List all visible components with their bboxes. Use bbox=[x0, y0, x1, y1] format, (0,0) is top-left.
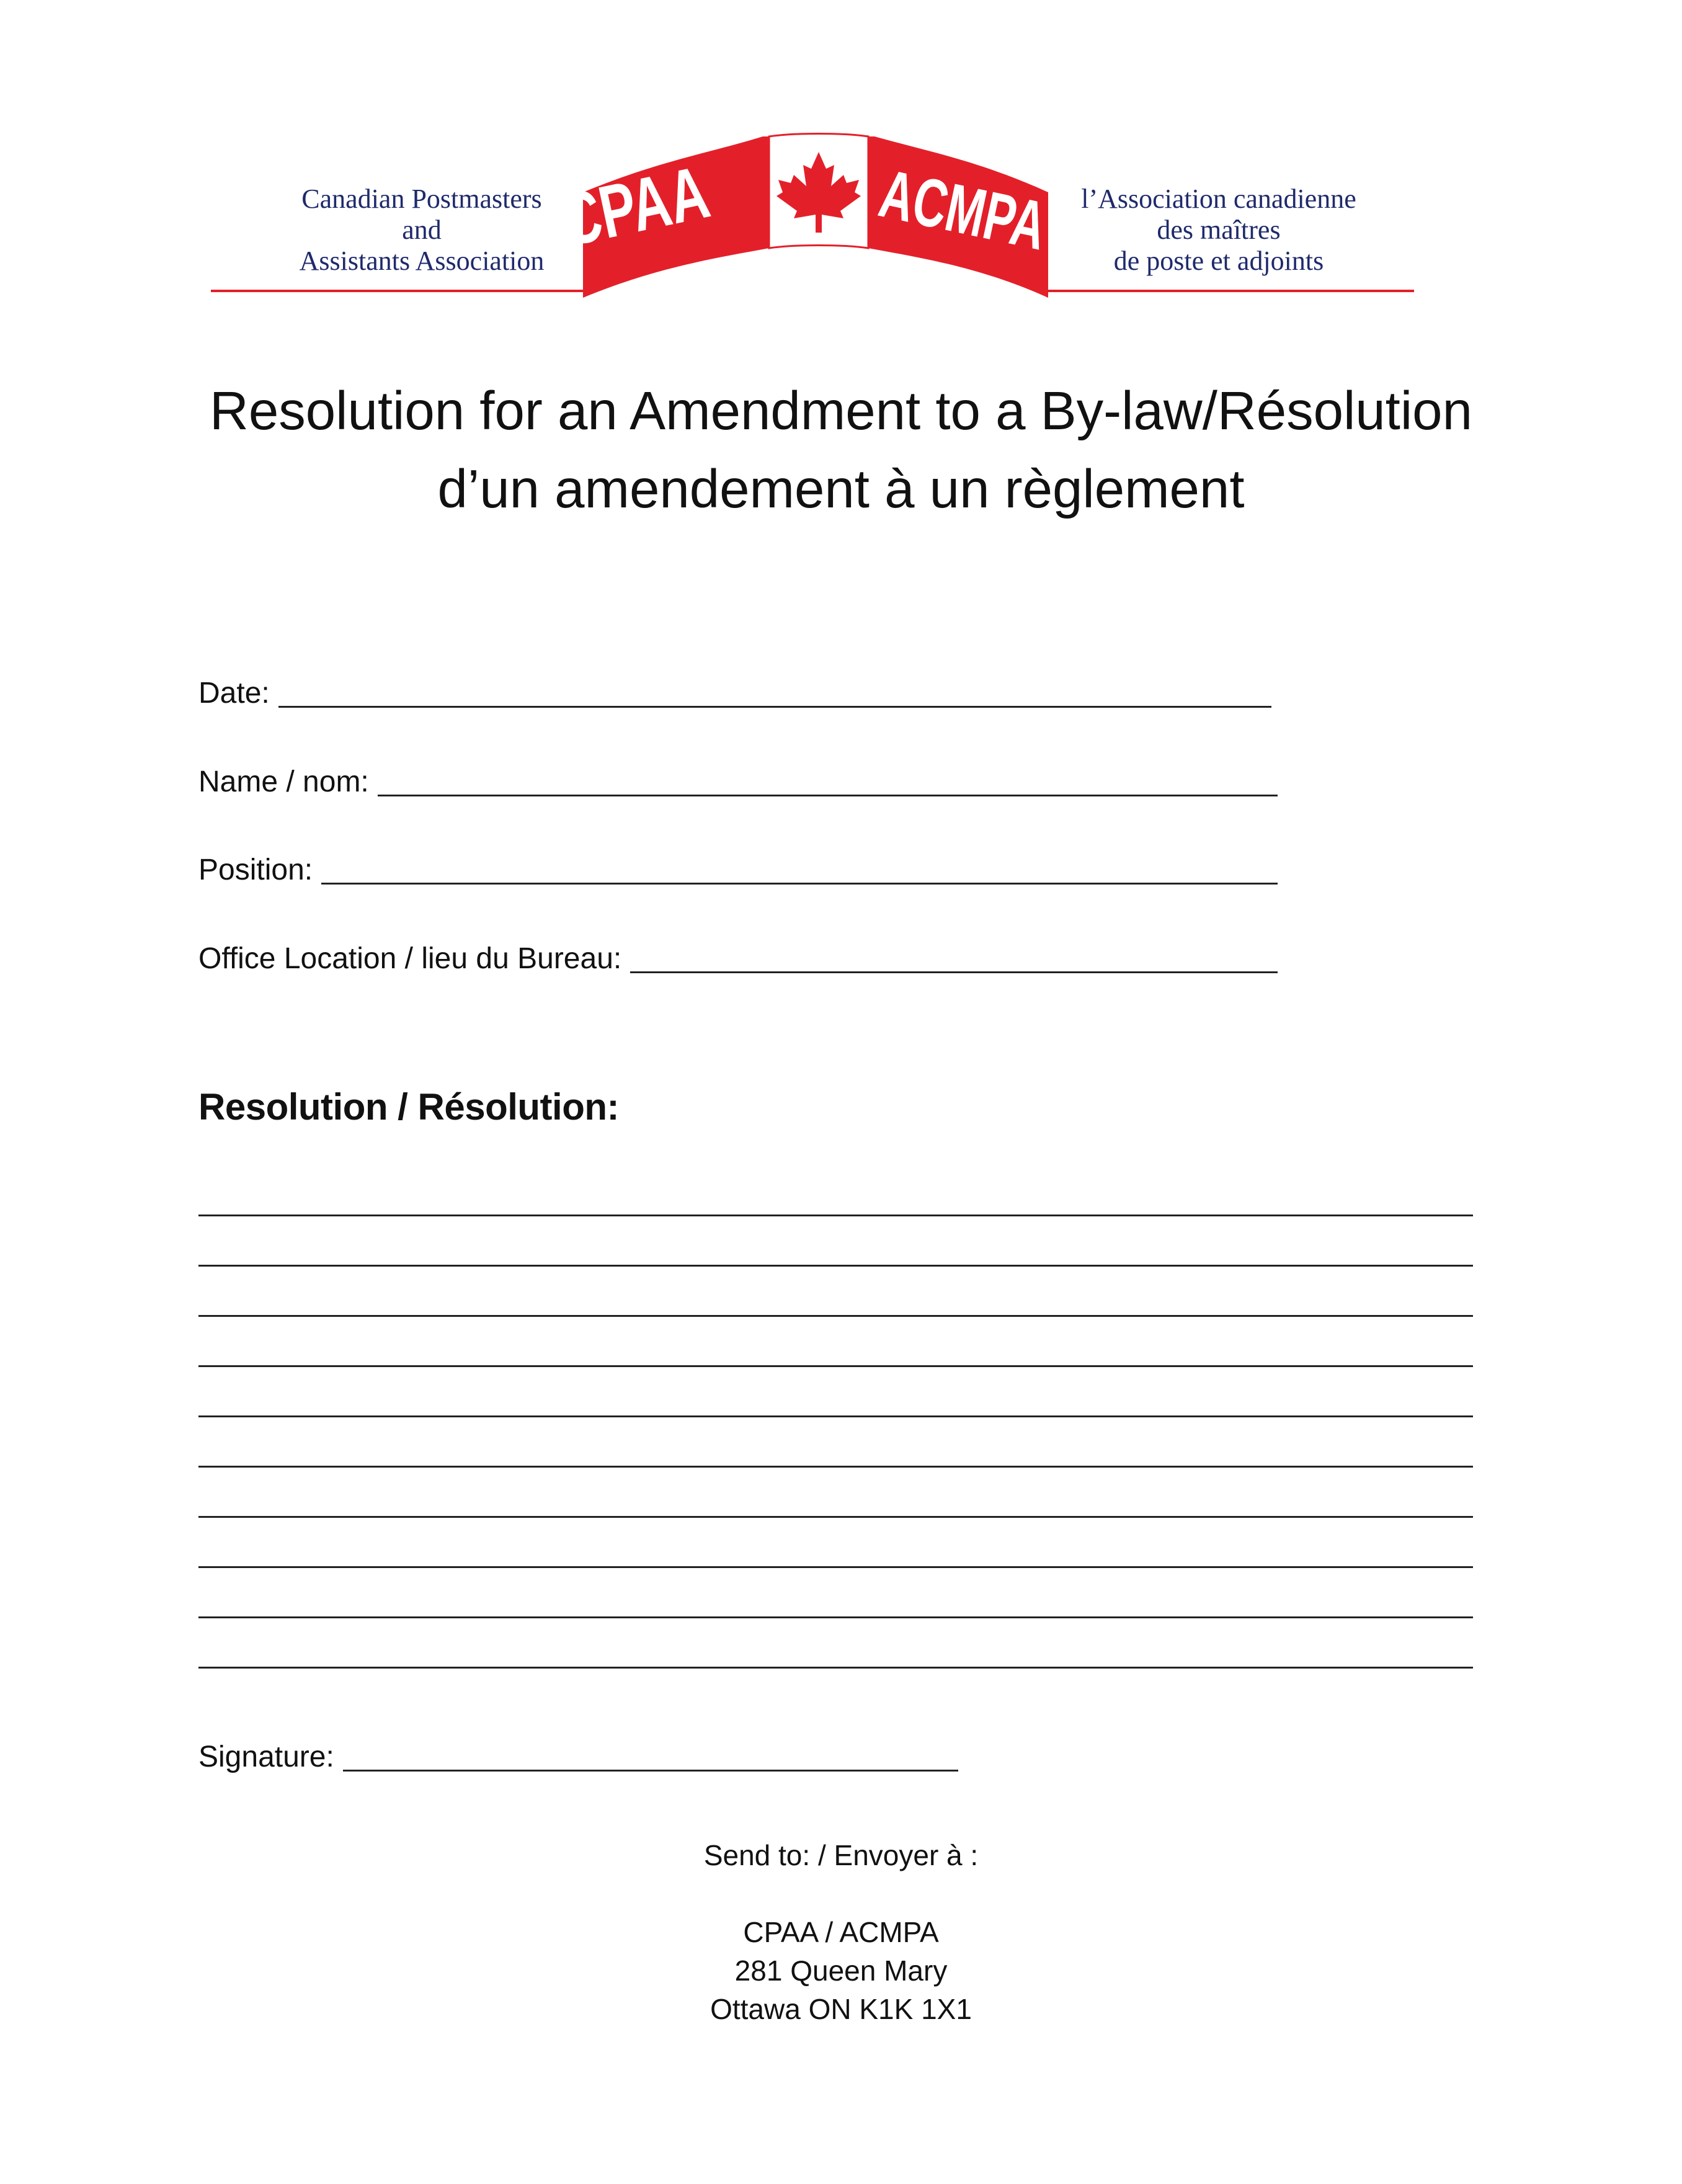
mailing-address bbox=[496, 1836, 1186, 2028]
resolution-blank-line[interactable] bbox=[198, 1369, 1473, 1418]
name-label: Name / nom: bbox=[198, 765, 369, 798]
signature-field[interactable] bbox=[198, 1731, 958, 1774]
resolution-blank-line[interactable] bbox=[198, 1168, 1473, 1217]
org-name-french-line: des maîtres bbox=[1157, 215, 1281, 245]
resolution-blank-line[interactable] bbox=[198, 1570, 1473, 1619]
name-input-line[interactable] bbox=[378, 762, 1278, 796]
resolution-blank-line[interactable] bbox=[198, 1419, 1473, 1468]
date-field[interactable] bbox=[198, 667, 1271, 710]
org-name-english-line: Canadian Postmasters bbox=[301, 184, 542, 214]
address-line: Ottawa ON K1K 1X1 bbox=[710, 1993, 972, 2025]
office-location-label: Office Location / lieu du Bureau: bbox=[198, 942, 622, 975]
logo-text-acmpa: ACMPA bbox=[873, 155, 1129, 281]
org-name-french-line: de poste et adjoints bbox=[1113, 246, 1324, 276]
send-to-label: Send to: / Envoyer à : bbox=[703, 1839, 979, 1871]
resolution-blank-line[interactable] bbox=[198, 1469, 1473, 1518]
signature-input-line[interactable] bbox=[343, 1737, 958, 1772]
org-name-french-line: l’Association canadienne bbox=[1081, 184, 1356, 214]
position-label: Position: bbox=[198, 854, 313, 886]
office-location-input-line[interactable] bbox=[630, 939, 1278, 973]
name-field[interactable] bbox=[198, 755, 1278, 799]
org-name-english bbox=[248, 184, 595, 277]
resolution-blank-line[interactable] bbox=[198, 1268, 1473, 1317]
page-title bbox=[124, 372, 1558, 528]
office-location-field[interactable] bbox=[198, 932, 1278, 976]
resolution-blank-line[interactable] bbox=[198, 1319, 1473, 1368]
resolution-blank-line[interactable] bbox=[198, 1520, 1473, 1569]
org-name-english-line: Assistants Association bbox=[299, 246, 545, 276]
signature-label: Signature: bbox=[198, 1741, 334, 1773]
letterhead-rule-left bbox=[211, 290, 589, 292]
address-line: 281 Queen Mary bbox=[734, 1954, 948, 1987]
resolution-heading: Resolution / Résolution: bbox=[198, 1086, 619, 1128]
date-input-line[interactable] bbox=[278, 674, 1271, 708]
resolution-blank-line[interactable] bbox=[198, 1218, 1473, 1267]
position-field[interactable] bbox=[198, 844, 1278, 887]
org-name-english-line: and bbox=[402, 215, 442, 245]
date-label: Date: bbox=[198, 677, 270, 710]
resolution-blank-line[interactable] bbox=[198, 1620, 1473, 1669]
logo-text-cpaa: CPAA bbox=[554, 150, 716, 263]
cpaa-acmpa-flag-logo bbox=[554, 124, 1129, 298]
letterhead-rule-right bbox=[1036, 290, 1414, 292]
resolution-text-area[interactable] bbox=[198, 1166, 1473, 1669]
letterhead bbox=[211, 124, 1414, 304]
org-name-french bbox=[1036, 184, 1402, 277]
position-input-line[interactable] bbox=[321, 850, 1278, 885]
page-title-line: d’un amendement à un règlement bbox=[437, 459, 1245, 519]
address-line: CPAA / ACMPA bbox=[743, 1916, 939, 1948]
page-title-line: Resolution for an Amendment to a By-law/Résolution bbox=[210, 381, 1472, 441]
